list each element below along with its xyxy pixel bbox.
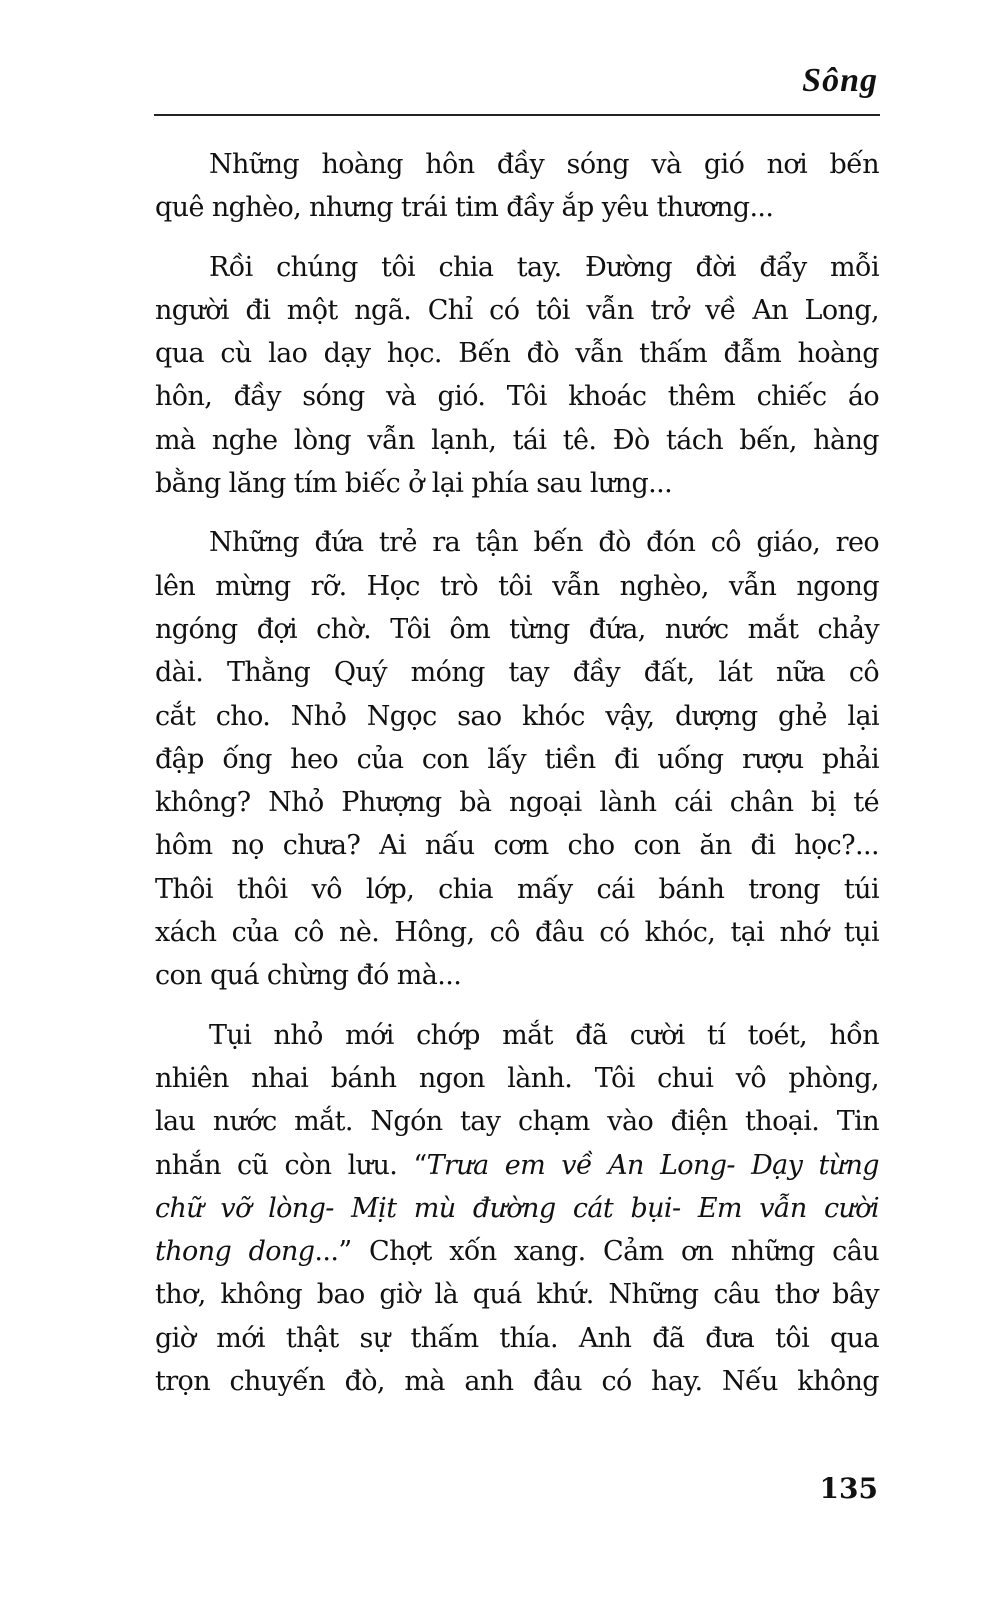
text-line-content bbox=[155, 1273, 879, 1316]
text-segment: nhắn cũ còn lưu. “ bbox=[155, 1149, 427, 1181]
text-line bbox=[155, 289, 879, 332]
text-line-content bbox=[155, 419, 879, 462]
text-line bbox=[155, 695, 879, 738]
text-segment: xách của cô nè. Hông, cô đâu có khóc, tại nhớ tụi bbox=[155, 917, 879, 949]
text-line bbox=[155, 608, 879, 651]
text-line bbox=[155, 781, 879, 824]
text-line bbox=[155, 246, 879, 289]
text-line bbox=[155, 1187, 879, 1230]
text-segment: quê nghèo, nhưng trái tim đầy ắp yêu thương... bbox=[155, 192, 774, 224]
text-line bbox=[155, 1317, 879, 1360]
text-line-content bbox=[155, 565, 879, 608]
text-segment: con quá chừng đó mà... bbox=[155, 960, 462, 992]
text-line-content bbox=[155, 1317, 879, 1360]
text-segment: thơ, không bao giờ là quá khứ. Những câu thơ bây bbox=[155, 1279, 879, 1311]
text-line-content bbox=[155, 332, 879, 375]
text-line-content bbox=[155, 781, 879, 824]
text-line-content bbox=[155, 824, 879, 867]
text-line bbox=[155, 332, 879, 375]
text-line-content bbox=[155, 954, 879, 997]
italic-quote-segment: Trưa em về An Long- Dạy từng bbox=[426, 1149, 879, 1181]
paragraph bbox=[155, 1014, 879, 1404]
text-segment: Những hoàng hôn đầy sóng và gió nơi bến bbox=[209, 149, 879, 180]
text-line bbox=[155, 954, 879, 997]
body-text bbox=[155, 143, 879, 1419]
italic-quote-segment: thong dong bbox=[155, 1236, 315, 1268]
text-segment: cắt cho. Nhỏ Ngọc sao khóc vậy, dượng ghẻ lại bbox=[155, 700, 879, 732]
text-line-content bbox=[155, 1187, 879, 1230]
text-line-content bbox=[155, 1100, 879, 1143]
text-line bbox=[155, 1144, 879, 1187]
text-segment: hôm nọ chưa? Ai nấu cơm cho con ăn đi học?... bbox=[155, 830, 879, 862]
text-line bbox=[155, 419, 879, 462]
text-line bbox=[155, 375, 879, 418]
text-line bbox=[155, 1100, 879, 1143]
text-line-content bbox=[155, 375, 879, 418]
text-segment: ...” Chợt xốn xang. Cảm ơn những câu bbox=[314, 1236, 879, 1268]
text-line bbox=[155, 738, 879, 781]
running-head-title: Sông bbox=[802, 62, 878, 99]
text-segment: Rồi chúng tôi chia tay. Đường đời đẩy mỗi bbox=[209, 251, 879, 283]
paragraph bbox=[155, 143, 879, 230]
text-line bbox=[155, 1057, 879, 1100]
text-line bbox=[155, 1230, 879, 1273]
text-segment: lên mừng rỡ. Học trò tôi vẫn nghèo, vẫn ngong bbox=[155, 570, 879, 602]
text-segment: bằng lăng tím biếc ở lại phía sau lưng... bbox=[155, 468, 673, 500]
text-line-content bbox=[155, 1230, 879, 1273]
header-rule bbox=[154, 114, 880, 116]
text-line bbox=[155, 462, 879, 505]
text-line-content bbox=[155, 695, 879, 738]
text-line bbox=[155, 911, 879, 954]
text-segment: không? Nhỏ Phượng bà ngoại lành cái chân bị té bbox=[155, 787, 879, 819]
text-segment: mà nghe lòng vẫn lạnh, tái tê. Đò tách bến, hàng bbox=[155, 424, 879, 456]
text-line-content bbox=[155, 186, 879, 229]
text-segment: trọn chuyến đò, mà anh đâu có hay. Nếu không bbox=[155, 1366, 879, 1398]
text-segment: Những đứa trẻ ra tận bến đò đón cô giáo, reo bbox=[209, 527, 879, 559]
text-segment: lau nước mắt. Ngón tay chạm vào điện thoại. Tin bbox=[155, 1106, 879, 1138]
text-segment: đập ống heo của con lấy tiền đi uống rượu phải bbox=[155, 743, 879, 775]
text-line-content bbox=[155, 868, 879, 911]
text-line-content bbox=[155, 608, 879, 651]
text-line bbox=[155, 868, 879, 911]
text-line-content bbox=[155, 1360, 879, 1403]
italic-quote-segment: chữ vỡ lòng- Mịt mù đường cát bụi- Em vẫn cười bbox=[155, 1192, 879, 1224]
text-line-content bbox=[209, 1014, 879, 1057]
text-line-content bbox=[155, 1057, 879, 1100]
text-line bbox=[155, 1360, 879, 1403]
text-segment: dài. Thằng Quý móng tay đầy đất, lát nữa cô bbox=[155, 657, 879, 689]
text-line-content bbox=[155, 289, 879, 332]
text-line bbox=[155, 1014, 879, 1057]
text-segment: hôn, đầy sóng và gió. Tôi khoác thêm chiếc áo bbox=[155, 381, 879, 413]
text-line bbox=[155, 651, 879, 694]
text-line-content bbox=[155, 651, 879, 694]
text-line-content bbox=[155, 1144, 879, 1187]
paragraph bbox=[155, 246, 879, 506]
text-line bbox=[155, 186, 879, 229]
text-line-content bbox=[209, 246, 879, 289]
text-segment: người đi một ngã. Chỉ có tôi vẫn trở về An Long, bbox=[155, 294, 879, 326]
text-line-content bbox=[155, 462, 879, 505]
paragraph bbox=[155, 521, 879, 997]
text-line-content bbox=[155, 911, 879, 954]
text-segment: nhiên nhai bánh ngon lành. Tôi chui vô phòng, bbox=[155, 1062, 879, 1094]
text-line-content bbox=[209, 521, 879, 564]
text-segment: ngóng đợi chờ. Tôi ôm từng đứa, nước mắt chảy bbox=[155, 613, 879, 645]
text-segment: qua cù lao dạy học. Bến đò vẫn thấm đẫm hoàng bbox=[155, 338, 879, 370]
text-line-content bbox=[155, 738, 879, 781]
text-line-content bbox=[209, 143, 879, 186]
text-line bbox=[155, 565, 879, 608]
text-segment: Tụi nhỏ mới chớp mắt đã cười tí toét, hồn bbox=[209, 1019, 879, 1051]
text-line bbox=[155, 143, 879, 186]
text-segment: Thôi thôi vô lớp, chia mấy cái bánh trong túi bbox=[155, 873, 879, 905]
text-line bbox=[155, 824, 879, 867]
text-segment: giờ mới thật sự thấm thía. Anh đã đưa tôi qua bbox=[155, 1322, 879, 1354]
text-line bbox=[155, 1273, 879, 1316]
page-number: 135 bbox=[819, 1472, 878, 1505]
text-line bbox=[155, 521, 879, 564]
